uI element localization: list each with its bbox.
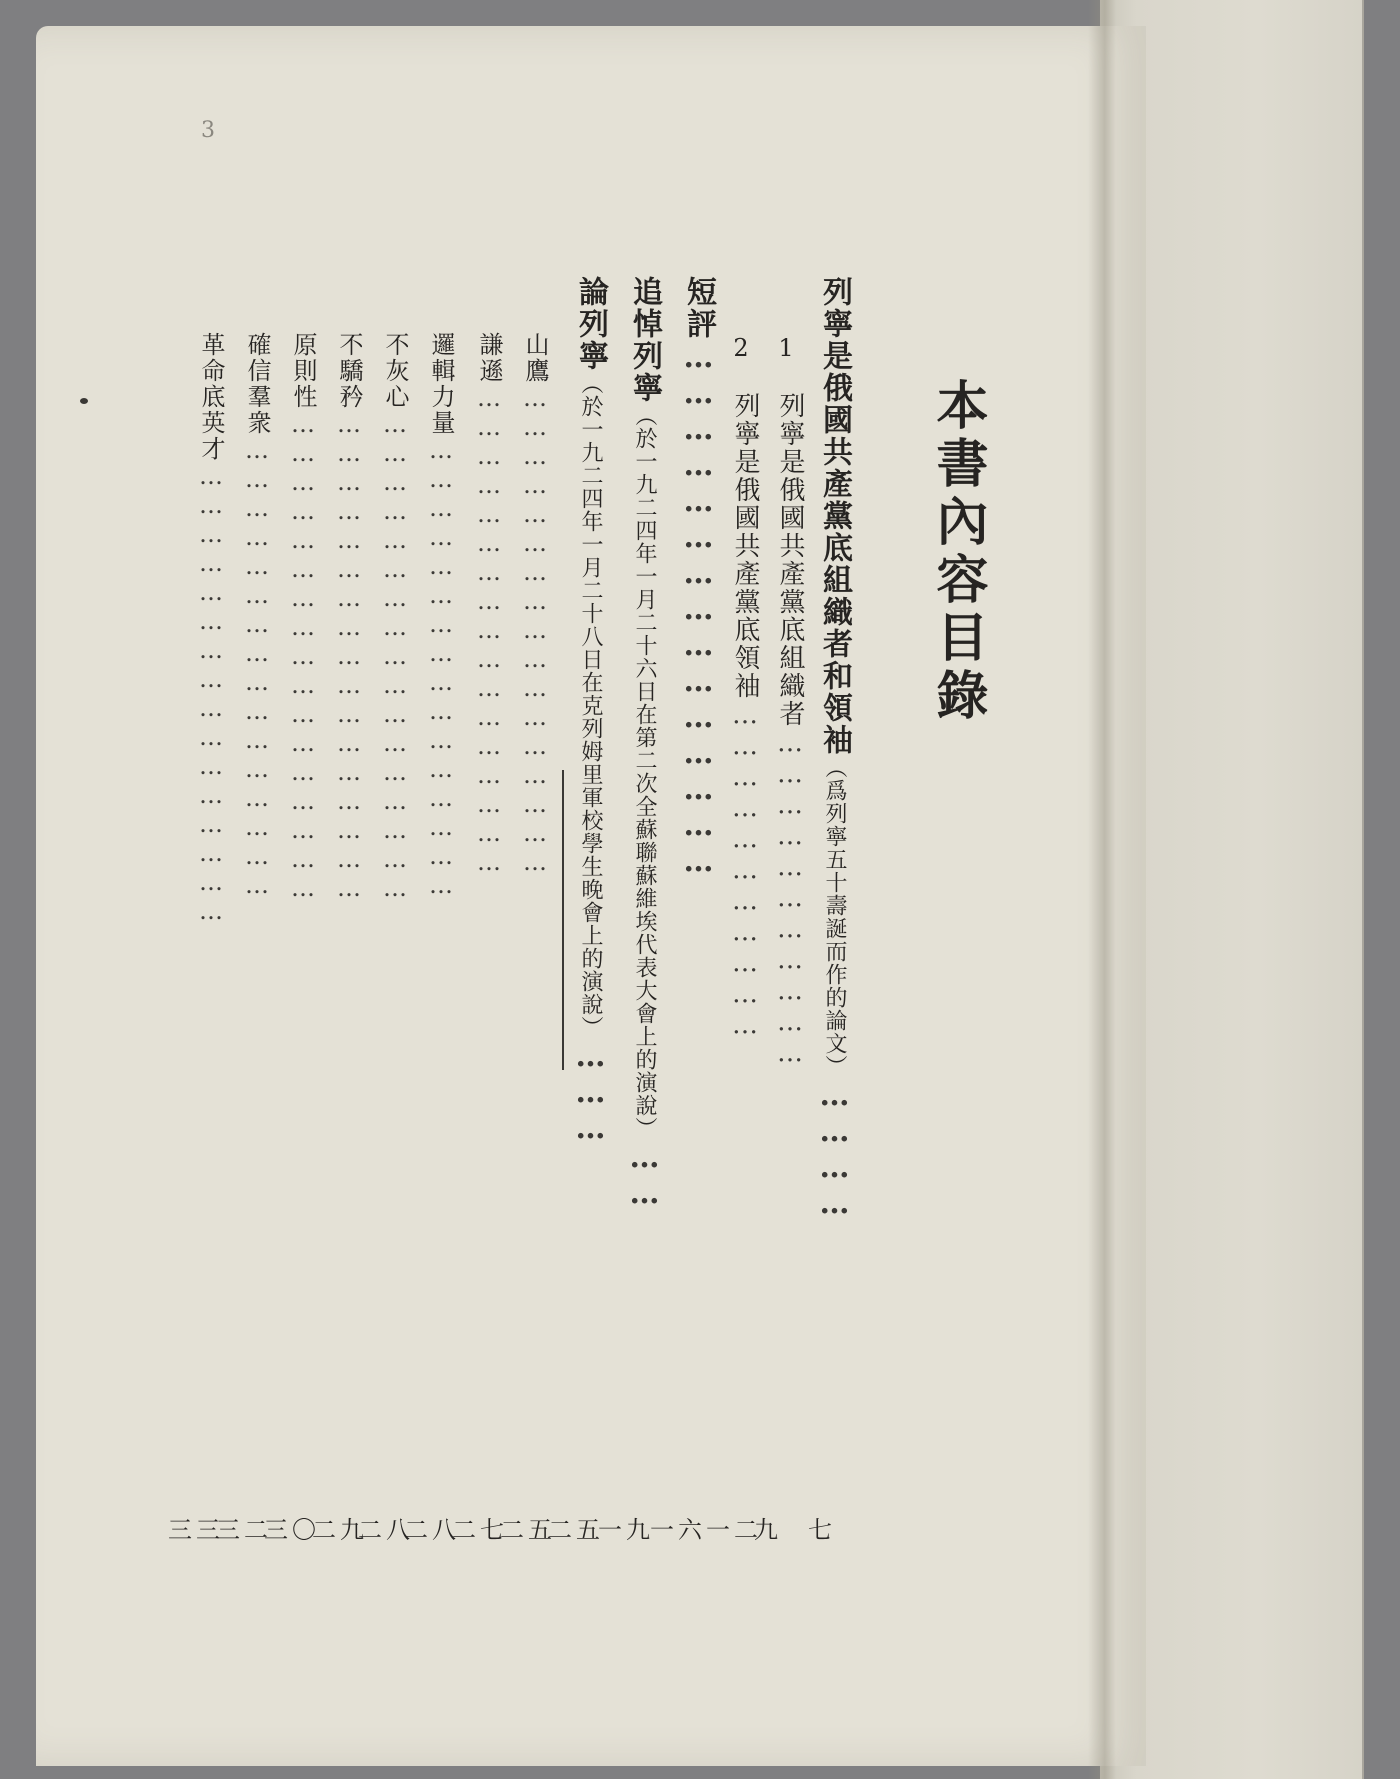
toc-entry <box>812 276 856 1222</box>
ink-bracket <box>562 770 564 1070</box>
toc-page-number: 二五 <box>500 1516 556 1544</box>
page-gutter <box>1088 0 1116 1779</box>
leader-dots: …………………………… <box>730 700 760 1041</box>
toc-page-number: 七 <box>808 1516 836 1544</box>
pencil-page-marker: 3 <box>201 118 215 143</box>
leader-dots: …… <box>627 1140 662 1212</box>
toc-page-number: 二八 <box>404 1516 460 1544</box>
toc-page-number: 二七 <box>452 1516 508 1544</box>
toc-entry-number: 1 <box>772 334 800 364</box>
toc-entry-number: 2 <box>727 334 755 364</box>
toc-entry-title: 列寧是俄國共產黨底組織者 <box>775 392 805 728</box>
toc-entry-title: 列寧是俄國共產黨底領袖 <box>730 392 760 700</box>
leader-dots: …………………………………………… <box>475 384 503 877</box>
toc-subentry <box>472 332 507 877</box>
leader-dots: …………………………………………… <box>289 410 317 903</box>
toc-entry-title: 山鷹 <box>521 332 549 384</box>
toc-entry-title: 謙遜 <box>475 332 503 384</box>
leader-dots: …………………………………………… <box>521 384 549 877</box>
toc-page-number: 三三 <box>168 1516 224 1544</box>
leader-dots: ……… <box>573 1039 608 1147</box>
toc-page-number: 二九 <box>312 1516 368 1544</box>
toc-entry-title: 列寧是俄國共產黨底組織者和領袖 <box>817 276 852 756</box>
toc-entry-note: （於一九二四年一月二十八日在克列姆里軍校學生晚會上的演說） <box>578 372 603 1039</box>
toc-entry <box>772 392 809 1069</box>
leader-dots: …………………………… <box>775 728 805 1069</box>
toc-subentry <box>332 332 367 903</box>
leader-dots: ………………………………………… <box>427 436 455 900</box>
toc-entry-title: 追悼列寧 <box>627 276 662 404</box>
toc-entry <box>676 276 720 880</box>
leader-dots: …………………………………………… <box>381 410 409 903</box>
toc-subentry <box>518 332 553 877</box>
toc-entry-title: 不驕矜 <box>335 332 363 410</box>
toc-entry-title: 原則性 <box>289 332 317 410</box>
toc-entry-note: （爲列寧五十壽誕而作的論文） <box>822 756 847 1078</box>
ink-blot <box>80 398 88 404</box>
leader-dots: ………………………………………… <box>197 462 225 926</box>
toc-entry <box>727 392 764 1041</box>
toc-entry-title: 革命底英才 <box>197 332 225 462</box>
toc-subentry <box>378 332 413 903</box>
leader-dots: …………………………………………… <box>335 410 363 903</box>
leader-dots: ……………………………………… <box>681 340 716 880</box>
toc-subentry <box>286 332 321 903</box>
toc-page-number: 二八 <box>358 1516 414 1544</box>
toc-entry-title: 確信羣衆 <box>243 332 271 436</box>
toc-entry-title: 短評 <box>681 276 716 340</box>
toc-entry-note: （於一九二四年一月二十六日在第二次全蘇聯蘇維埃代表大會上的演說） <box>632 404 657 1140</box>
toc-entry <box>622 276 666 1212</box>
toc-page-number: 二五 <box>548 1516 604 1544</box>
leader-dots: ………… <box>817 1078 852 1222</box>
toc-page-number: 三〇 <box>264 1516 320 1544</box>
toc-page-number: 一九 <box>598 1516 654 1544</box>
toc-subentry <box>194 332 229 926</box>
toc-entry-title: 邏輯力量 <box>427 332 455 436</box>
toc-entry <box>568 276 612 1147</box>
toc-page-number: 一六 <box>650 1516 706 1544</box>
toc-page-number: 九 <box>754 1516 782 1544</box>
toc-entry-title: 不灰心 <box>381 332 409 410</box>
toc-page-number: 三二 <box>216 1516 272 1544</box>
leader-dots: ………………………………………… <box>243 436 271 900</box>
toc-subentry <box>424 332 459 900</box>
toc-entry-title: 論列寧 <box>573 276 608 372</box>
toc-page-number: 一二 <box>706 1516 762 1544</box>
page-title: 本書內容目錄 <box>927 378 988 726</box>
toc-subentry <box>240 332 275 900</box>
